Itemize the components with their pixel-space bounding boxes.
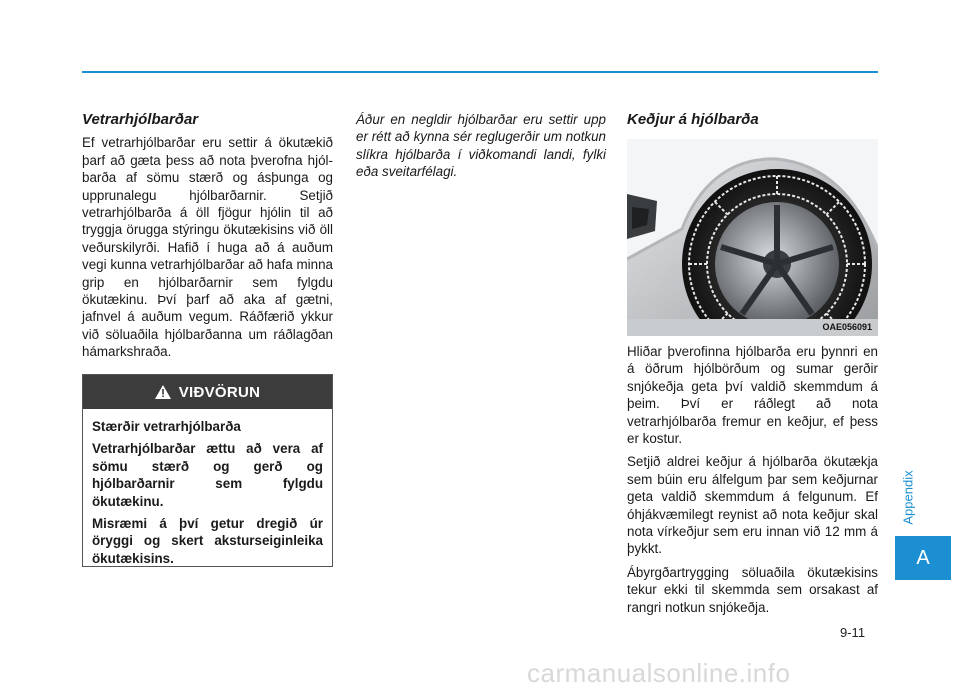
column-middle bbox=[356, 111, 606, 187]
image-code: OAE056091 bbox=[822, 322, 872, 332]
warning-body bbox=[83, 409, 332, 567]
tire-chains-text bbox=[627, 343, 878, 622]
tire-chain-photo bbox=[627, 139, 878, 336]
warning-box bbox=[82, 374, 333, 567]
tire-chains-paragraph-1: Hliðar þverofinna hjólbarða eru þynnri en á öðrum hjólbörðum og sumar gerðir snjókeðja geta því valdið skemmdum á þeim. Því er ráðlegt að nota vetrarhjólbarða fremur en keðjur, ef þess er kostur. bbox=[627, 344, 878, 447]
warning-paragraph-1: Vetrarhjólbarðar ættu að vera af sömu stærð og gerð og hjólbarðarnir sem fylgdu ökutækinu. bbox=[92, 441, 323, 509]
section-heading-winter-tires: Vetrarhjólbarðar bbox=[82, 111, 199, 128]
winter-tires-paragraph: Ef vetrarhjólbarðar eru settir á ökutækið þarf að gæta þess að nota þverofna hjól- barða af sömu stærð og ásþunga og upprunalegu hjólbarðarnir. Setjið vetrarhjólbarða á öll fjögur hjólin til að tryggja örugga stýringu ökutækisins við öll veðurskilyrði. Hafið í huga að á auðum vegi kunna vetrarhjólbarðar að hafa minna grip en hjólbarðarnir sem fylgdu ökutækinu. Því þarf að aka af gætni, jafnvel á auðum vegum. Ráðfærið ykkur við söluaðila hjólbarðanna um ráðlagðan hámarkshraða. bbox=[82, 135, 333, 360]
warning-title: VIÐVÖRUN bbox=[178, 383, 261, 401]
column-left bbox=[82, 111, 333, 367]
watermark: carmanualsonline.info bbox=[527, 658, 791, 688]
page-number: 9-11 bbox=[840, 625, 866, 640]
warning-triangle-icon bbox=[155, 385, 171, 399]
column-right bbox=[627, 111, 878, 134]
tire-chains-paragraph-3: Ábyrgðartrygging söluaðila ökutækisins tekur ekki til skemmda sem orsakast af rangri notkun snjókeðja. bbox=[627, 564, 878, 615]
warning-header bbox=[83, 375, 332, 409]
header-rule bbox=[82, 71, 878, 73]
section-heading-tire-chains: Keðjur á hjólbarða bbox=[627, 111, 759, 128]
warning-paragraph-2: Misræmi á því getur dregið úr öryggi og skert aksturseiginleika ökutækisins. bbox=[92, 516, 323, 566]
section-tab-letter[interactable]: A bbox=[895, 536, 951, 580]
tire-chains-paragraph-2: Setjið aldrei keðjur á hjólbarða ökutækja sem búin eru álfelgum þar sem keðjurnar geta valdið skemmdum á felgunum. Ef óhjákvæmilegt reynist að nota keðjur skal nota vírkeðjur sem eru innan við 12 mm á þykkt. bbox=[627, 454, 878, 557]
warning-subtitle: Stærðir vetrarhjólbarða bbox=[92, 419, 241, 434]
studded-tires-paragraph: Áður en negldir hjólbarðar eru settir upp er rétt að kynna sér reglugerðir um notkun slíkra hjólbarða í viðkomandi landi, fylki eða sveitarfélagi. bbox=[356, 112, 606, 180]
appendix-side-label: Appendix bbox=[900, 470, 916, 525]
